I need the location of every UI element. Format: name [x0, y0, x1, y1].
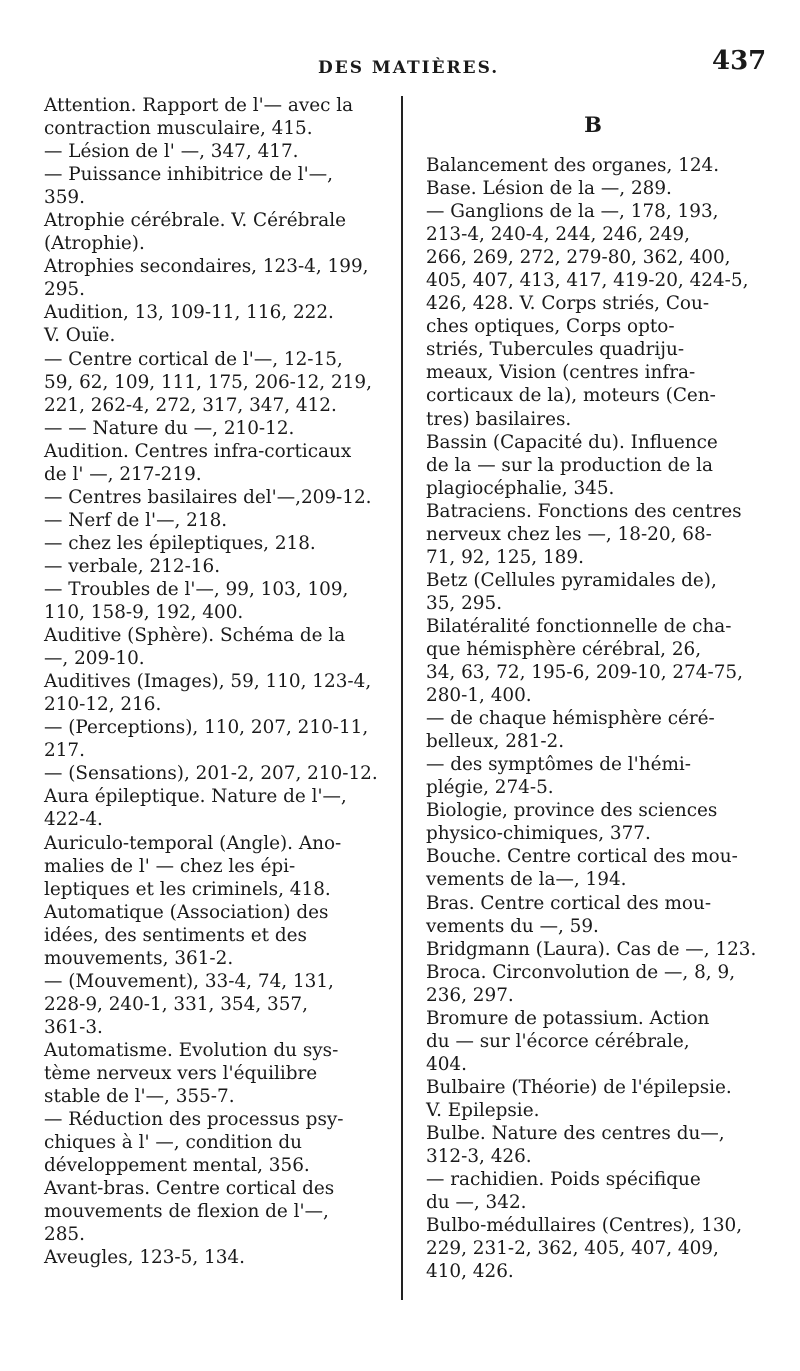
index-entry	[426, 1007, 760, 1076]
index-entry-line: du —, 342.	[426, 1192, 527, 1214]
index-entry-line: Bromure de potassium. Action	[426, 1007, 710, 1029]
index-entry	[426, 1076, 760, 1122]
index-entry-line: Avant-bras. Centre cortical des	[44, 1178, 335, 1200]
index-entry-line: 422-4.	[44, 809, 103, 831]
index-entry-line: Automatisme. Evolution du sys-	[44, 1039, 339, 1061]
index-entry	[426, 938, 760, 961]
index-entry-line: — rachidien. Poids spécifique	[426, 1169, 701, 1191]
index-entry-line: mouvements de flexion de l'—,	[44, 1201, 329, 1223]
index-entry-line: mouvements, 361-2.	[44, 947, 234, 969]
index-entry	[44, 301, 380, 347]
index-entry-line: — — Nature du —, 210-12.	[44, 417, 295, 439]
index-entry-line: tème nerveux vers l'équilibre	[44, 1062, 318, 1084]
column-divider	[401, 96, 403, 1300]
index-entry-line: 71, 92, 125, 189.	[426, 546, 584, 568]
index-entry	[44, 255, 380, 301]
index-entry-line: 405, 407, 413, 417, 419-20, 424-5,	[426, 270, 749, 292]
index-entry	[426, 707, 760, 753]
index-entry	[44, 209, 380, 255]
index-entry-line: — Réduction des processus psy-	[44, 1109, 344, 1131]
index-entry-line: 210-12, 216.	[44, 694, 162, 716]
index-entry	[426, 200, 760, 430]
index-entry-line: — Troubles de l'—, 99, 103, 109,	[44, 578, 349, 600]
index-entry	[426, 431, 760, 500]
index-entry	[426, 1214, 760, 1283]
index-entry-line: Bulbe. Nature des centres du—,	[426, 1122, 725, 1144]
index-entry-line: 410, 426.	[426, 1261, 514, 1283]
index-entry-line: idées, des sentiments et des	[44, 924, 307, 946]
index-entry	[44, 970, 380, 1039]
index-entry-line: — Lésion de l' —, 347, 417.	[44, 141, 299, 163]
index-entry-line: chiques à l' —, condition du	[44, 1132, 303, 1154]
index-entry-line: Atrophie cérébrale. V. Cérébrale	[44, 210, 346, 232]
index-entry-line: de la — sur la production de la	[426, 454, 713, 476]
index-entry	[44, 1039, 380, 1108]
index-entry-line: 426, 428. V. Corps striés, Cou-	[426, 293, 710, 315]
index-entry-line: vements de la—, 194.	[426, 869, 627, 891]
index-entry-line: — Puissance inhibitrice de l'—,	[44, 164, 333, 186]
index-entry-line: Audition. Centres infra-corticaux	[44, 440, 352, 462]
index-entry-line: — Centre cortical de l'—, 12-15,	[44, 348, 343, 370]
index-entry-line: Betz (Cellules pyramidales de),	[426, 569, 717, 591]
index-entry-line: plégie, 274-5.	[426, 777, 554, 799]
index-entry	[426, 500, 760, 569]
index-entry-line: V. Ouïe.	[44, 325, 116, 347]
index-entry	[44, 532, 380, 555]
index-entry-line: Bulbaire (Théorie) de l'épilepsie.	[426, 1076, 732, 1098]
index-entry-line: Biologie, province des sciences	[426, 800, 718, 822]
index-entry-line: 312-3, 426.	[426, 1146, 532, 1168]
index-entry-line: 295.	[44, 279, 85, 301]
index-entry-line: 221, 262-4, 272, 317, 347, 412.	[44, 394, 337, 416]
index-entry-line: ches optiques, Corps opto-	[426, 316, 675, 338]
index-entry-line: — des symptômes de l'hémi-	[426, 754, 691, 776]
index-entry-line: — de chaque hémisphère céré-	[426, 708, 715, 730]
index-entry	[44, 417, 380, 440]
index-entry-line: striés, Tubercules quadriju-	[426, 339, 685, 361]
index-entry-line: plagiocéphalie, 345.	[426, 477, 615, 499]
index-entry-line: Broca. Circonvolution de —, 8, 9,	[426, 961, 736, 983]
index-entry	[44, 555, 380, 578]
index-entry-line: 229, 231-2, 362, 405, 407, 409,	[426, 1238, 719, 1260]
index-entry-line: Aveugles, 123-5, 134.	[44, 1247, 245, 1269]
index-entry	[426, 799, 760, 845]
index-entry-line: Base. Lésion de la —, 289.	[426, 178, 672, 200]
index-entry-line: 217.	[44, 740, 85, 762]
index-entry-line: tres) basilaires.	[426, 408, 572, 430]
index-entry	[426, 154, 760, 177]
index-entry-line: Bras. Centre cortical des mou-	[426, 892, 712, 914]
index-entry-line: du — sur l'écorce cérébrale,	[426, 1030, 690, 1052]
index-entry	[44, 716, 380, 762]
index-entry-line: 59, 62, 109, 111, 175, 206-12, 219,	[44, 371, 372, 393]
index-entry-line: — chez les épileptiques, 218.	[44, 532, 316, 554]
index-entry-line: 213-4, 240-4, 244, 246, 249,	[426, 224, 690, 246]
index-entry	[44, 624, 380, 670]
index-entry-line: 361-3.	[44, 1016, 103, 1038]
index-entry-line: 228-9, 240-1, 331, 354, 357,	[44, 993, 308, 1015]
running-title: DES MATIÈRES.	[318, 58, 500, 78]
index-entry-line: Bridgmann (Laura). Cas de —, 123.	[426, 938, 757, 960]
index-entry-line: —, 209-10.	[44, 648, 145, 670]
index-entry	[426, 1168, 760, 1214]
index-entry	[44, 1246, 380, 1269]
index-entry-line: corticaux de la), moteurs (Cen-	[426, 385, 716, 407]
index-entry-line: leptiques et les criminels, 418.	[44, 878, 331, 900]
index-entry	[44, 762, 380, 785]
index-entry	[426, 615, 760, 707]
index-entry	[426, 961, 760, 1007]
index-entry	[44, 94, 380, 140]
index-entry	[44, 785, 380, 831]
index-column-left	[44, 94, 380, 1269]
index-entry-line: 35, 295.	[426, 592, 503, 614]
index-entry-line: — Centres basilaires del'—,209-12.	[44, 486, 372, 508]
index-entry-line: meaux, Vision (centres infra-	[426, 362, 696, 384]
index-entry	[426, 1122, 760, 1168]
index-entry-line: — (Perceptions), 110, 207, 210-11,	[44, 717, 369, 739]
index-entry-line: Aura épileptique. Nature de l'—,	[44, 786, 347, 808]
index-entry	[44, 486, 380, 509]
index-entry-line: Bassin (Capacité du). Influence	[426, 431, 718, 453]
index-entry	[44, 670, 380, 716]
index-entry	[44, 348, 380, 417]
index-entry-line: Automatique (Association) des	[44, 901, 329, 923]
index-entry-line: contraction musculaire, 415.	[44, 118, 313, 140]
index-entry	[426, 845, 760, 891]
index-entry-line: V. Epilepsie.	[426, 1099, 540, 1121]
index-entry	[426, 892, 760, 938]
index-entry-line: Auditive (Sphère). Schéma de la	[44, 625, 346, 647]
index-entry-line: vements du —, 59.	[426, 915, 599, 937]
index-entry	[426, 177, 760, 200]
page-number: 437	[712, 46, 767, 76]
index-entry-line: (Atrophie).	[44, 233, 145, 255]
index-entry-line: Atrophies secondaires, 123-4, 199,	[44, 256, 369, 278]
index-entry-line: — Nerf de l'—, 218.	[44, 509, 228, 531]
index-entry	[44, 163, 380, 209]
index-entry	[44, 1108, 380, 1177]
index-entry-line: 236, 297.	[426, 984, 514, 1006]
index-entry-line: malies de l' — chez les épi-	[44, 855, 296, 877]
index-entry-line: que hémisphère cérébral, 26,	[426, 638, 702, 660]
index-entry-line: 359.	[44, 187, 85, 209]
index-entry	[426, 569, 760, 615]
section-letter: B	[584, 112, 602, 137]
index-entry	[426, 753, 760, 799]
index-entry-line: nerveux chez les —, 18-20, 68-	[426, 523, 712, 545]
index-entry-line: Bilatéralité fonctionnelle de cha-	[426, 615, 732, 637]
index-entry-line: 280-1, 400.	[426, 685, 532, 707]
index-entry-line: Balancement des organes, 124.	[426, 155, 720, 176]
index-entry-line: Bouche. Centre cortical des mou-	[426, 846, 738, 868]
index-entry-line: 266, 269, 272, 279-80, 362, 400,	[426, 247, 731, 269]
index-entry-line: 285.	[44, 1224, 85, 1246]
index-entry-line: de l' —, 217-219.	[44, 463, 202, 485]
index-entry-line: 34, 63, 72, 195-6, 209-10, 274-75,	[426, 662, 743, 684]
index-entry-line: — (Sensations), 201-2, 207, 210-12.	[44, 763, 378, 785]
index-entry-line: Auditives (Images), 59, 110, 123-4,	[44, 671, 372, 693]
index-entry-line: 404.	[426, 1053, 467, 1075]
running-head	[0, 46, 800, 86]
index-entry-line: — (Mouvement), 33-4, 74, 131,	[44, 970, 334, 992]
index-entry-line: Batraciens. Fonctions des centres	[426, 500, 742, 522]
index-entry-line: stable de l'—, 355-7.	[44, 1086, 235, 1108]
index-entry-line: — Ganglions de la —, 178, 193,	[426, 201, 719, 223]
index-entry-line: physico-chimiques, 377.	[426, 823, 651, 845]
index-entry	[44, 578, 380, 624]
index-entry-line: Audition, 13, 109-11, 116, 222.	[44, 302, 334, 324]
index-entry-line: — verbale, 212-16.	[44, 555, 221, 577]
index-entry	[44, 832, 380, 901]
index-entry-line: Attention. Rapport de l'— avec la	[44, 95, 354, 116]
index-entry	[44, 440, 380, 486]
index-entry	[44, 901, 380, 970]
index-entry-line: Auriculo-temporal (Angle). Ano-	[44, 832, 342, 854]
index-entry	[44, 509, 380, 532]
index-entry	[44, 140, 380, 163]
index-entry-line: belleux, 281-2.	[426, 731, 565, 753]
index-column-right	[426, 154, 760, 1283]
index-entry-line: Bulbo-médullaires (Centres), 130,	[426, 1215, 743, 1237]
index-entry-line: développement mental, 356.	[44, 1155, 310, 1177]
index-entry-line: 110, 158-9, 192, 400.	[44, 602, 244, 624]
index-entry	[44, 1177, 380, 1246]
